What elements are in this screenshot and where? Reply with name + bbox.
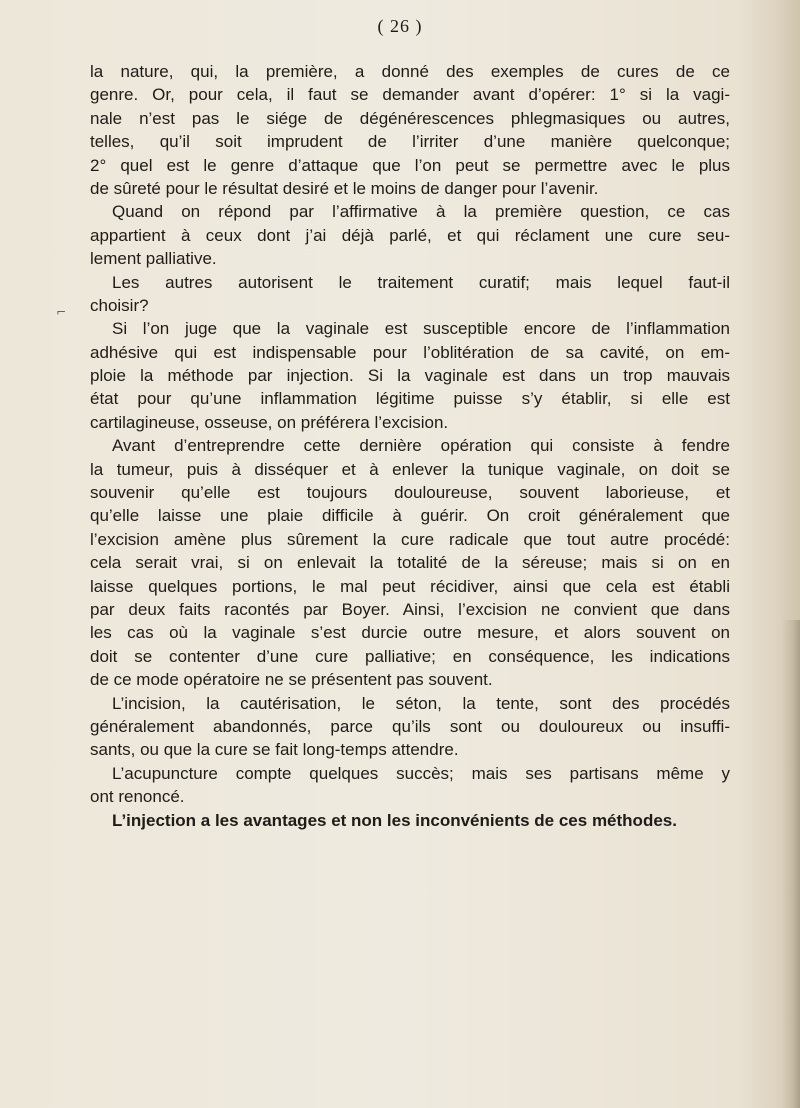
text-line: genre. Or, pour cela, il faut se demander avant d’opérer: 1° si la vagi- [90, 85, 730, 105]
text-line: 2° quel est le genre d’attaque que l’on peut se permettre avec le plus [90, 155, 730, 175]
text-line: sants, ou que la cure se fait long-temps attendre. [90, 740, 459, 760]
text-line: doit se contenter d’une cure palliative; en conséquence, les indications [90, 646, 730, 666]
text-line: laisse quelques portions, le mal peut récidiver, ainsi que cela est établi [90, 576, 730, 596]
text-line: qu’elle laisse une plaie difficile à guérir. On croit généralement que [90, 506, 730, 526]
text-line: L’incision, la cautérisation, le séton, la tente, sont des procédés [112, 693, 730, 713]
text-line: choisir? [90, 295, 149, 315]
text-line: ploie la méthode par injection. Si la vaginale est dans un trop mauvais [90, 366, 730, 386]
text-line: l’excision amène plus sûrement la cure radicale que tout autre procédé: [90, 529, 730, 549]
margin-mark: ⌐ [56, 305, 67, 319]
text-line: L’acupuncture compte quelques succès; mais ses partisans même y [112, 763, 730, 783]
text-line: appartient à ceux dont j’ai déjà parlé, et qui réclament une cure seu- [90, 225, 730, 245]
text-line: Avant d’entreprendre cette dernière opération qui consiste à fendre [112, 436, 730, 456]
page-number: ( 26 ) [377, 16, 423, 36]
text-line: cartilagineuse, osseuse, on préférera l’excision. [90, 412, 449, 432]
text-line: généralement abandonnés, parce qu’ils sont ou douloureux ou insuffi- [90, 716, 730, 736]
text-line: état pour qu’une inflammation légitime puisse s’y établir, si elle est [90, 389, 730, 409]
text-line: la nature, qui, la première, a donné des exemples de cures de ce [90, 62, 730, 81]
text-line: Si l’on juge que la vaginale est susceptible encore de l’inflammation [112, 319, 730, 339]
text-line: ont renoncé. [90, 787, 185, 807]
text-line: Les autres autorisent le traitement curatif; mais lequel faut-il [112, 272, 730, 292]
text-line: L’injection a les avantages et non les inconvénients de ces méthodes. [112, 810, 677, 830]
text-line: souvenir qu’elle est toujours douloureuse, souvent laborieuse, et [90, 483, 730, 503]
text-line: nale n’est pas le siége de dégénérescences phlegmasiques ou autres, [90, 108, 730, 128]
text-line: Quand on répond par l’affirmative à la première question, ce cas [112, 202, 730, 222]
page-edge-shadow [782, 620, 800, 1108]
text-line: adhésive qui est indispensable pour l’oblitération de sa cavité, on em- [90, 342, 730, 362]
text-line: lement palliative. [90, 249, 217, 269]
body-text [90, 60, 730, 832]
text-line: cela serait vrai, si on enlevait la totalité de la séreuse; mais si on en [90, 553, 730, 573]
text-line: de ce mode opératoire ne se présentent pas souvent. [90, 670, 493, 690]
text-line: de sûreté pour le résultat desiré et le moins de danger pour l’avenir. [90, 178, 599, 198]
text-line: telles, qu’il soit imprudent de l’irriter d’une manière quelconque; [90, 132, 730, 152]
text-line: la tumeur, puis à disséquer et à enlever la tunique vaginale, on doit se [90, 459, 730, 479]
text-line: les cas où la vaginale s’est durcie outre mesure, et alors souvent on [90, 623, 730, 643]
text-line: par deux faits racontés par Boyer. Ainsi, l’excision ne convient que dans [90, 599, 730, 619]
